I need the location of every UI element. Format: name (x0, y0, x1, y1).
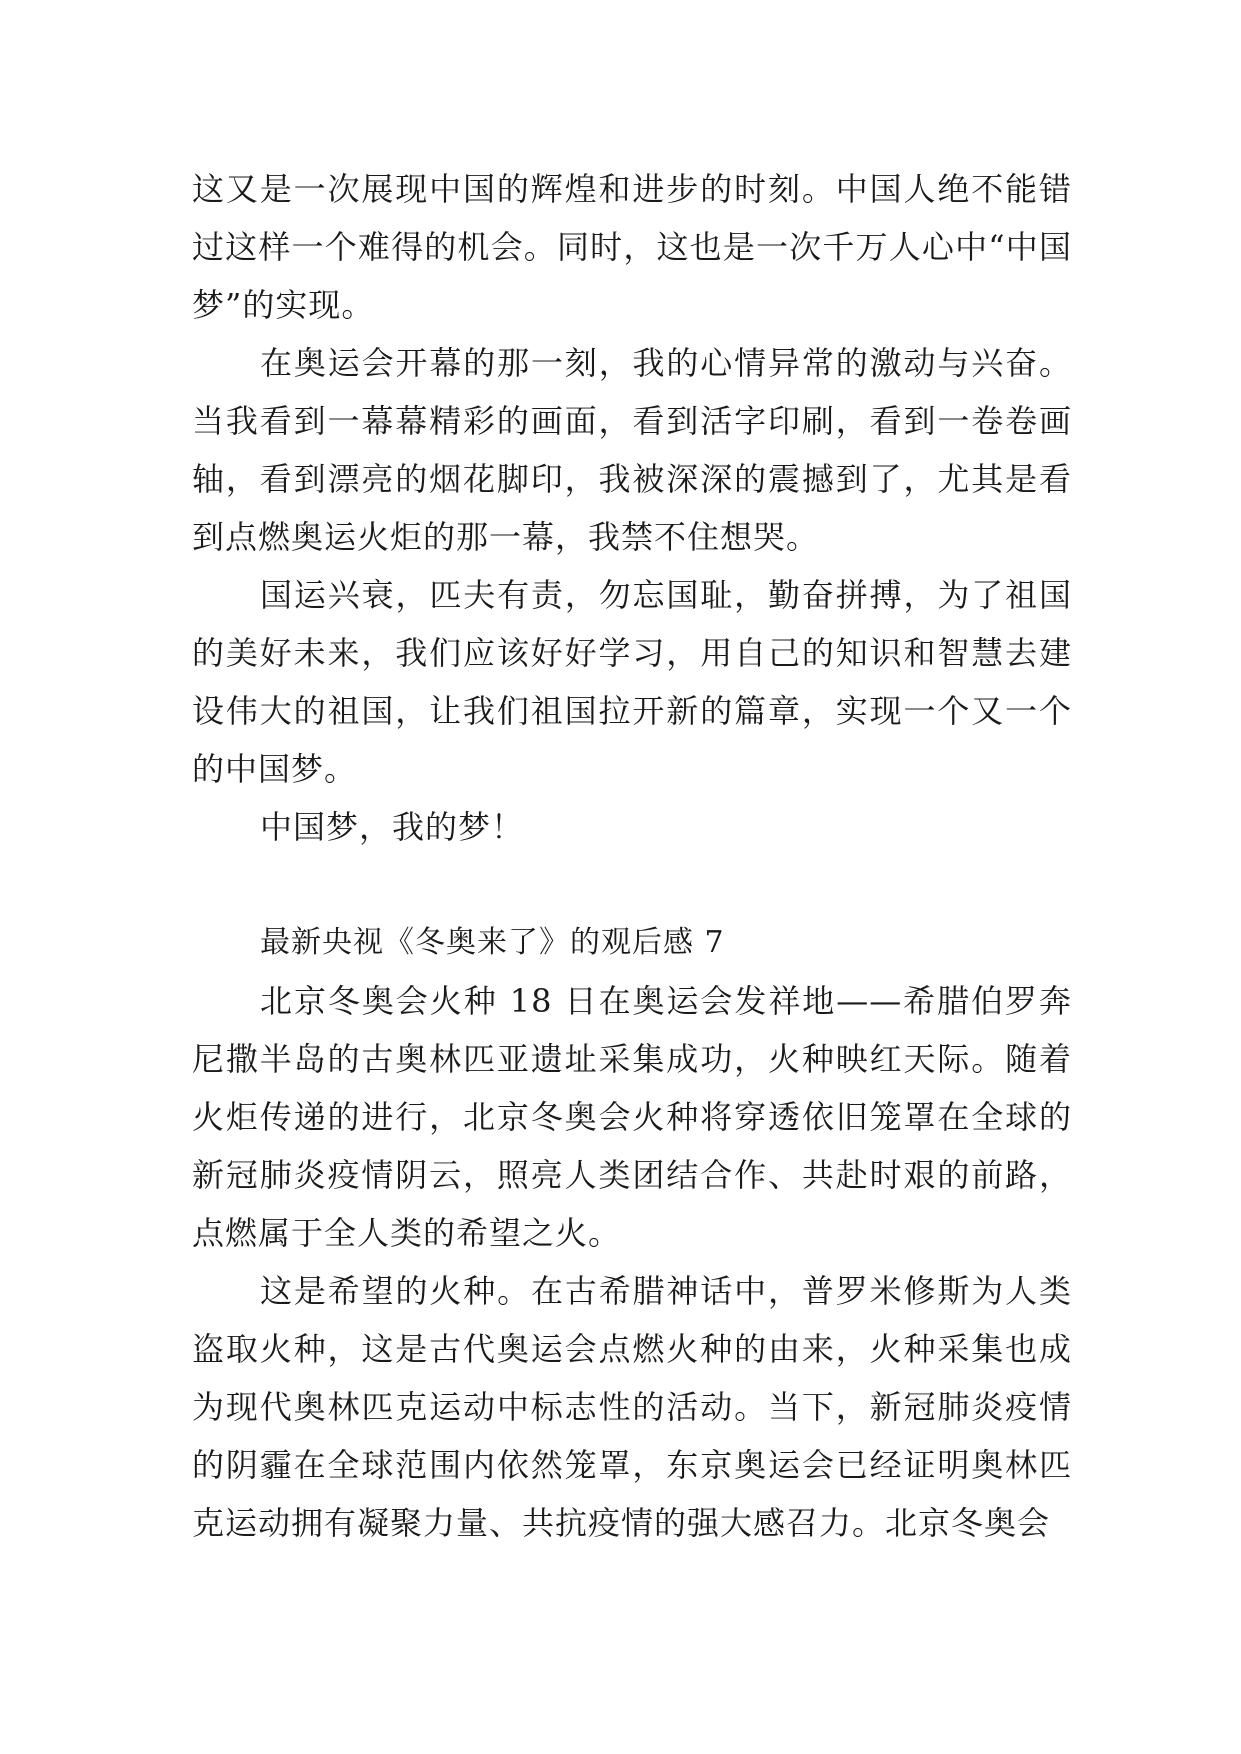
paragraph-4: 中国梦，我的梦！ (260, 808, 525, 846)
paragraph-2: 在奥运会开幕的那一刻，我的心情异常的激动与兴奋。当我看到一幕幕精彩的画面，看到活字印刷，看到一卷卷画轴，看到漂亮的烟花脚印，我被深深的震撼到了，尤其是看到点燃奥运火炬的那一幕，我禁不住想哭。 (192, 344, 1072, 556)
text-body (192, 160, 1072, 1552)
paragraph-1: 这又是一次展现中国的辉煌和进步的时刻。中国人绝不能错过这样一个难得的机会。同时，这也是一次千万人心中“中国梦”的实现。 (192, 170, 1072, 324)
paragraph-5: 北京冬奥会火种 18 日在奥运会发祥地——希腊伯罗奔尼撒半岛的古奥林匹亚遗址采集成功，火种映红天际。随着火炬传递的进行，北京冬奥会火种将穿透依旧笼罩在全球的新冠肺炎疫情阴云，照亮人类团结合作、共赴时艰的前路，点燃属于全人类的希望之火。 (192, 982, 1072, 1252)
paragraph-6: 这是希望的火种。在古希腊神话中，普罗米修斯为人类盗取火种，这是古代奥运会点燃火种的由来，火种采集也成为现代奥林匹克运动中标志性的活动。当下，新冠肺炎疫情的阴霾在全球范围内依然笼罩，东京奥运会已经证明奥林匹克运动拥有凝聚力量、共抗疫情的强大感召力。北京冬奥会 (192, 1272, 1072, 1542)
section-title: 最新央视《冬奥来了》的观后感 7 (260, 925, 725, 960)
paragraph-3: 国运兴衰，匹夫有责，勿忘国耻，勤奋拼搏，为了祖国的美好未来，我们应该好好学习，用自己的知识和智慧去建设伟大的祖国，让我们祖国拉开新的篇章，实现一个又一个的中国梦。 (192, 576, 1072, 788)
section-spacer (192, 856, 1072, 914)
